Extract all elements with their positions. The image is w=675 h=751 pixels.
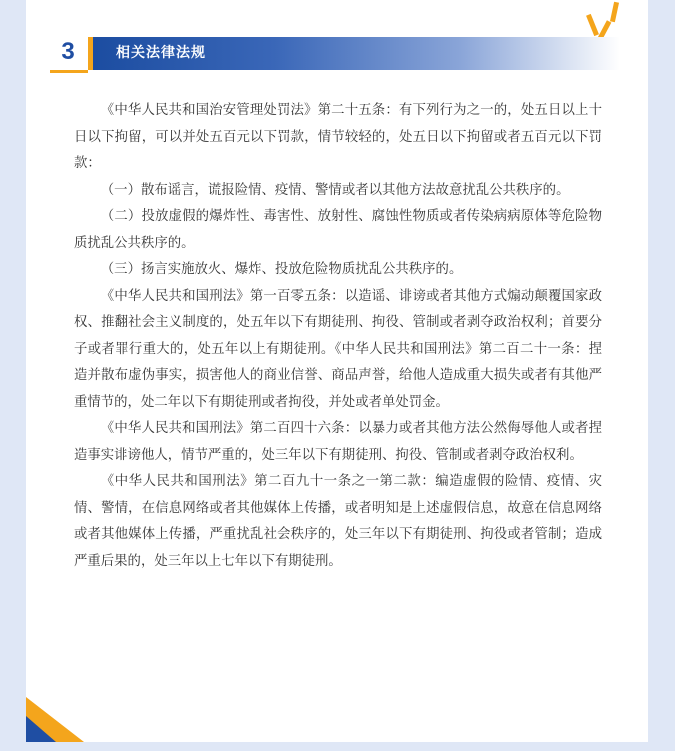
section-number: 3 xyxy=(61,38,75,65)
law-paragraph: 《中华人民共和国刑法》第二百四十六条：以暴力或者其他方法公然侮辱他人或者捏造事实诽谤他人，情节严重的，处三年以下有期徒刑、拘役、管制或者剥夺政治权利。 xyxy=(74,421,602,463)
law-text xyxy=(74,98,602,575)
section-number-underline xyxy=(50,70,88,73)
law-paragraph: （一）散布谣言，谎报险情、疫情、警情或者以其他方法故意扰乱公共秩序的。 xyxy=(100,182,570,198)
law-paragraph: （二）投放虚假的爆炸性、毒害性、放射性、腐蚀性物质或者传染病病原体等危险物质扰乱公共秩序的。 xyxy=(74,209,602,251)
law-paragraph: 《中华人民共和国刑法》第一百零五条：以造谣、诽谤或者其他方式煽动颠覆国家政权、推翻社会主义制度的，处五年以下有期徒刑、拘役、管制或者剥夺政治权利；首要分子或者罪行重大的，处五年以上有期徒刑。《中华人民共和国刑法》第二百二十一条：捏造并散布虚伪事实，损害他人的商业信誉、商品声誉，给他人造成重大损失或者有其他严重情节的，处二年以下有期徒刑或者拘役，并处或者单处罚金。 xyxy=(74,288,602,410)
section-title: 相关法律法规 xyxy=(116,45,206,61)
law-paragraph: 《中华人民共和国刑法》第二百九十一条之一第二款：编造虚假的险情、疫情、灾情、警情，在信息网络或者其他媒体上传播，或者明知是上述虚假信息，故意在信息网络或者其他媒体上传播，严重扰乱社会秩序的，处三年以下有期徒刑、拘役或者管制；造成严重后果的，处三年以上七年以下有期徒刑。 xyxy=(74,474,602,569)
section-title-accent xyxy=(88,37,93,70)
law-paragraph: 《中华人民共和国治安管理处罚法》第二十五条：有下列行为之一的，处五日以上十日以下拘留，可以并处五百元以下罚款，情节较轻的，处五日以下拘留或者五百元以下罚款： xyxy=(74,103,602,171)
corner-decoration-blue xyxy=(26,716,56,742)
law-paragraph: （三）扬言实施放火、爆炸、投放危险物质扰乱公共秩序的。 xyxy=(100,262,463,277)
